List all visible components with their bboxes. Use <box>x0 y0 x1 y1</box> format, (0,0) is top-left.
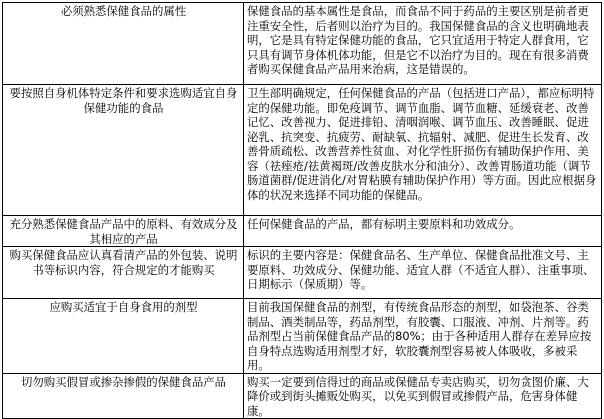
health-food-guide-table <box>2 2 602 419</box>
row-detail-cell: 目前我国保健食品的剂型，有传统食品形态的剂型，如袋泡茶、谷类制品、酒类制品等，药品剂型，有胶囊、口服液、冲剂、片剂等。药品剂型占当前保健食品产品的80%；由于各种适用人群存在差异应按自身特点选购适用剂型才好，软胶囊剂型容易被人体吸收，多被采用。 <box>244 299 602 374</box>
row-topic-cell: 要按照自身机体特定条件和要求选购适宜自身保健功能的食品 <box>3 85 244 216</box>
table-row <box>3 299 602 374</box>
table-row <box>3 85 602 216</box>
row-topic-cell: 应购买适宜于自身食用的剂型 <box>3 299 244 374</box>
row-topic-cell: 必须熟悉保健食品的属性 <box>3 3 244 85</box>
row-detail-cell: 卫生部明确规定，任何保健食品的产品（包括进口产品），都应标明特定的保健功能。即免疫调节、调节血脂、调节血糖、延缓衰老、改善记忆、改善视力、促进排铅、清咽润喉、调节血压、改善睡眠、促进泌乳、抗突变、抗疲劳、耐缺氧、抗辐射、减肥、促进生长发育、改善骨质疏松、改善营养性贫血、对化学性肝损伤有辅助保护作用、美容（祛痤疮/祛黄褐斑/改善皮肤水分和油分）、改善胃肠道功能（调节肠道菌群/促进消化/对胃粘膜有辅助保护作用）等方面。因此应根据身体的状况来选择不同功能的保健品。 <box>244 85 602 216</box>
row-detail-cell: 标识的主要内容是：保健食品名、生产单位、保健食品批准文号、主要原料、功效成分、保健功能、适宜人群（不适宜人群）、注重事项、日期标示（保质期）等。 <box>244 247 602 299</box>
table-row <box>3 216 602 247</box>
row-detail-cell: 保健食品的基本属性是食品，而食品不同于药品的主要区别是前者更注重安全性，后者则以治疗为目的。我国保健食品的含义也明确地表明，它是具有特定保健功能的食品，它只宜适用于特定人群食用，它只具有调节身体机体功能，但是它不以治疗为目的。现在有很多消费者购买保健食品产品用来治病，这是错误的。 <box>244 3 602 85</box>
row-detail-cell: 购买一定要到信得过的商品或保健品专卖店购买，切勿贪图价廉、大降价或到街头摊贩处购买，以免买到假冒或掺假产品，危害身体健康。 <box>244 373 602 419</box>
table-row <box>3 3 602 85</box>
row-topic-cell: 购买保健食品应认真看清产品的外包装、说明书等标识内容，符合规定的才能购买 <box>3 247 244 299</box>
row-detail-cell: 任何保健食品的产品，都有标明主要原料和功效成分。 <box>244 216 602 247</box>
row-topic-cell: 切勿购买假冒或掺杂掺假的保健食品产品 <box>3 373 244 419</box>
row-topic-cell: 充分熟悉保健食品产品中的原料、有效成分及其相应的产品 <box>3 216 244 247</box>
table-row <box>3 247 602 299</box>
table-row <box>3 373 602 419</box>
